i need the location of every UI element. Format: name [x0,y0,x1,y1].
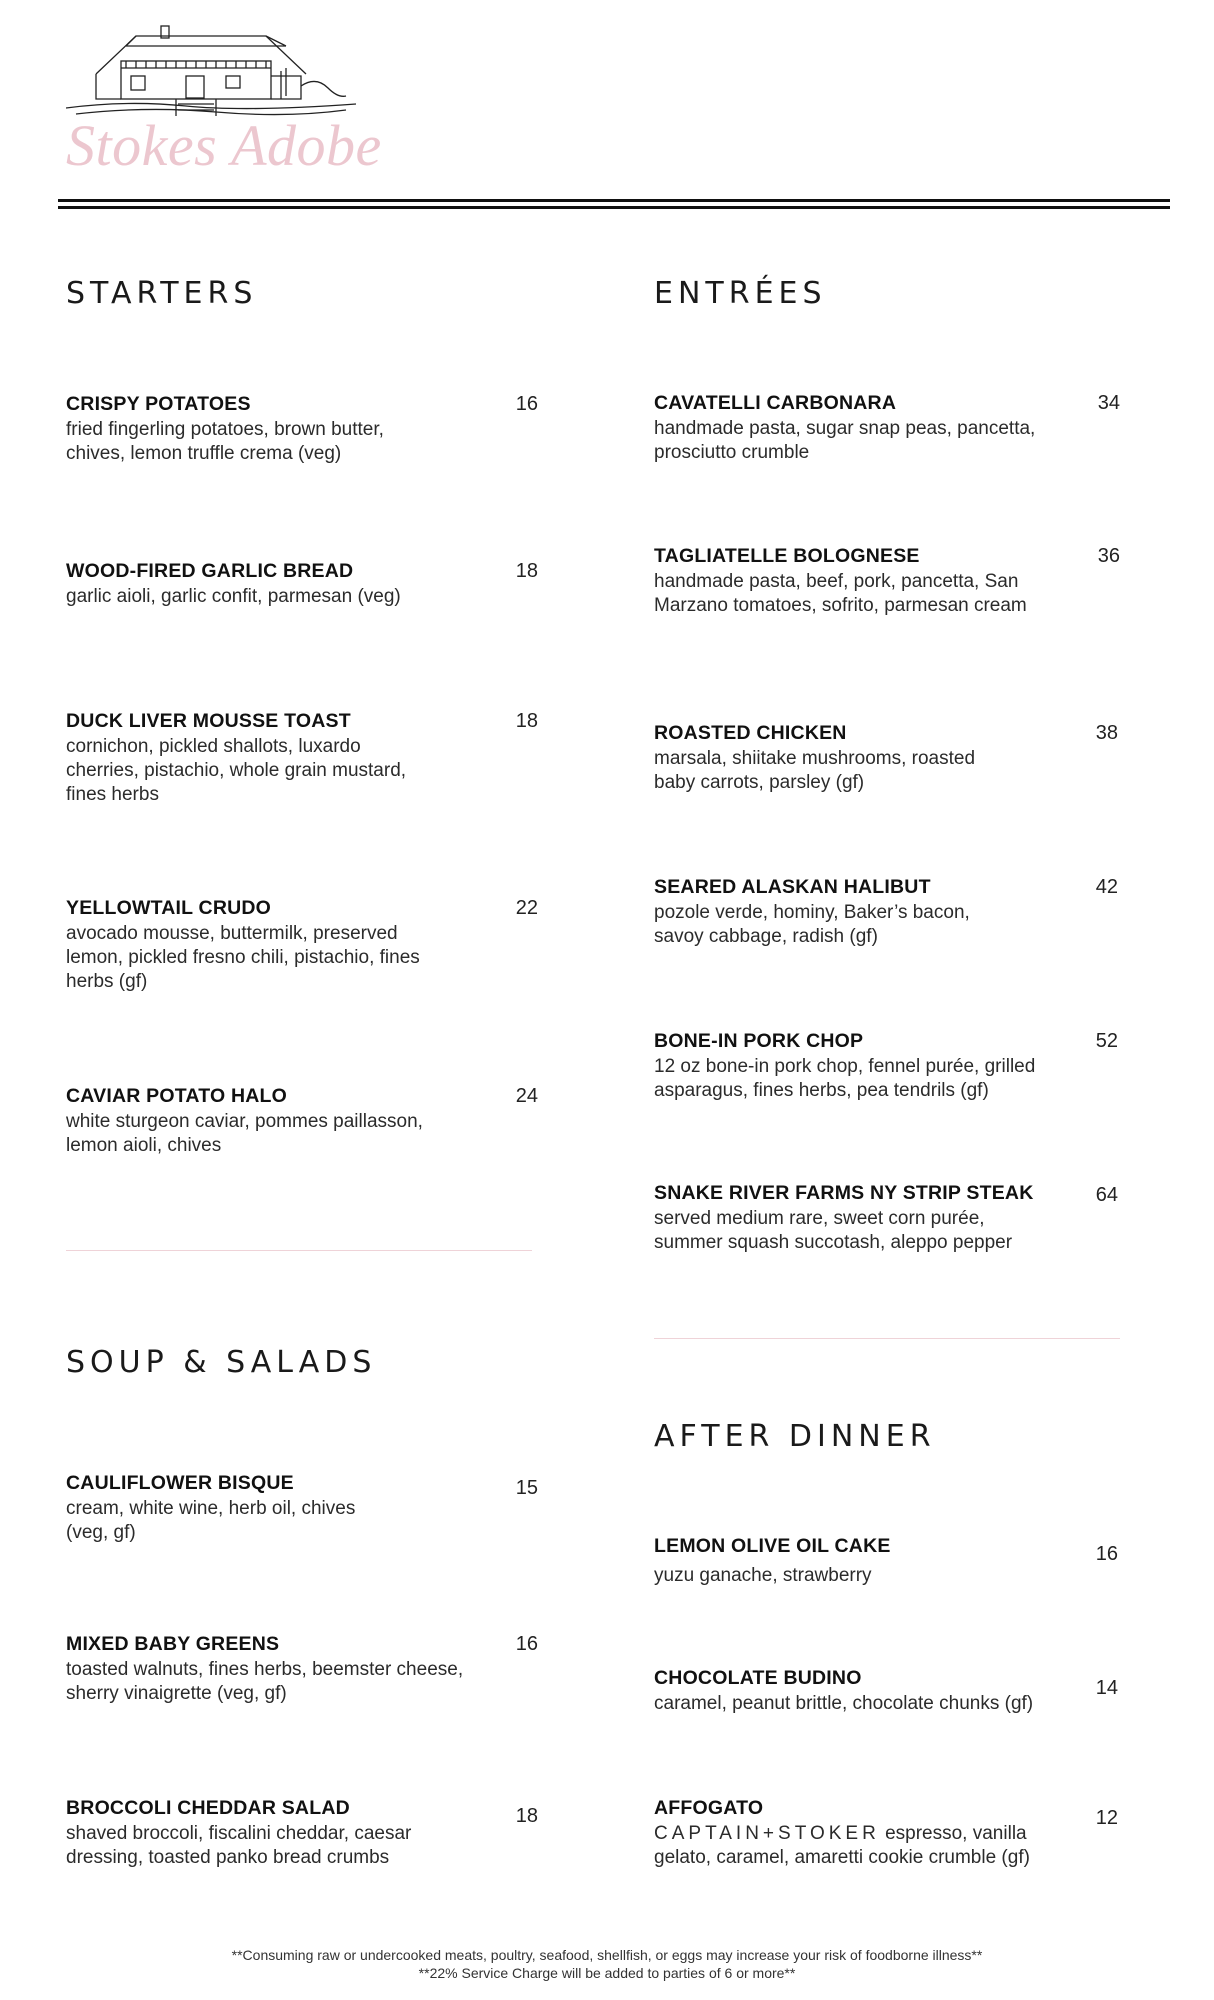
item-description: toasted walnuts, fines herbs, beemster cheese, sherry vinaigrette (veg, gf) [66,1659,464,1704]
section-divider [654,1338,1120,1339]
item-description: 12 oz bone-in pork chop, fennel purée, grilled asparagus, fines herbs, pea tendrils (gf) [654,1056,1036,1101]
item-price: 16 [1095,1543,1118,1565]
item-name: CHOCOLATE BUDINO [654,1667,862,1689]
item-price: 16 [515,1633,538,1655]
menu-item [654,1535,1074,1588]
menu-item [66,393,466,466]
item-description: yuzu ganache, strawberry [654,1565,872,1586]
menu-item [66,710,466,807]
item-description [654,1822,1064,1870]
item-name: BONE-IN PORK CHOP [654,1030,864,1052]
item-price: 38 [1095,722,1118,744]
brand-name: Stokes Adobe [66,113,382,178]
item-price: 18 [515,710,538,732]
item-name: TAGLIATELLE BOLOGNESE [654,545,920,567]
item-price: 52 [1095,1030,1118,1052]
menu-item [654,876,1074,949]
item-description: cornichon, pickled shallots, luxardo cherries, pistachio, whole grain mustard, fines herbs [66,736,407,805]
item-description: fried fingerling potatoes, brown butter, chives, lemon truffle crema (veg) [66,419,384,464]
item-name: CAULIFLOWER BISQUE [66,1472,294,1494]
menu-item [654,1030,1074,1103]
item-price: 15 [515,1477,538,1499]
section-divider [66,1250,532,1251]
item-name: CAVATELLI CARBONARA [654,392,897,414]
menu-item [66,560,466,609]
menu-item [66,1085,466,1158]
item-price: 34 [1097,392,1120,414]
item-description: caramel, peanut brittle, chocolate chunks (gf) [654,1693,1034,1714]
item-price: 64 [1095,1184,1118,1206]
entrees-title: ENTRÉES [654,276,827,311]
item-description: white sturgeon caviar, pommes paillasson, lemon aioli, chives [66,1111,423,1156]
item-price: 36 [1097,545,1120,567]
item-name: CRISPY POTATOES [66,393,251,415]
item-description: garlic aioli, garlic confit, parmesan (veg) [66,586,401,607]
menu-item [654,1667,1074,1716]
item-name: BROCCOLI CHEDDAR SALAD [66,1797,350,1819]
menu-item [66,1633,486,1706]
item-price: 14 [1095,1677,1118,1699]
menu-item [654,1182,1074,1255]
item-description-text: espresso, vanilla gelato, caramel, amaretti cookie crumble (gf) [654,1823,1030,1868]
item-price: 18 [515,1805,538,1827]
menu-item [654,545,1074,618]
menu-item [654,722,1074,795]
item-price: 22 [515,897,538,919]
item-description: pozole verde, hominy, Baker’s bacon, savoy cabbage, radish (gf) [654,902,970,947]
item-price: 24 [515,1085,538,1107]
item-description: avocado mousse, buttermilk, preserved lemon, pickled fresno chili, pistachio, fines herbs (gf) [66,923,420,992]
menu-item [654,392,1074,465]
item-description: shaved broccoli, fiscalini cheddar, caesar dressing, toasted panko bread crumbs [66,1823,412,1868]
item-price: 18 [515,560,538,582]
item-name: SEARED ALASKAN HALIBUT [654,876,931,898]
menu-item [66,1472,486,1545]
item-name: MIXED BABY GREENS [66,1633,280,1655]
menu-item [654,1797,1074,1870]
item-description: handmade pasta, beef, pork, pancetta, San Marzano tomatoes, sofrito, parmesan cream [654,571,1027,616]
item-description: cream, white wine, herb oil, chives (veg, gf) [66,1498,356,1543]
foodborne-warning: **Consuming raw or undercooked meats, poultry, seafood, shellfish, or eggs may increase your risk of foodborne illness** [231,1947,983,1963]
menu-item [66,1797,486,1870]
item-name: DUCK LIVER MOUSSE TOAST [66,710,351,732]
header-rule-top [58,199,1170,202]
menu-item [66,897,466,994]
item-description: marsala, shiitake mushrooms, roasted baby carrots, parsley (gf) [654,748,976,793]
item-description: handmade pasta, sugar snap peas, pancetta, prosciutto crumble [654,418,1036,463]
item-price: 16 [515,393,538,415]
service-charge-note: **22% Service Charge will be added to parties of 6 or more** [418,1965,796,1981]
item-name: WOOD-FIRED GARLIC BREAD [66,560,354,582]
item-name: SNAKE RIVER FARMS NY STRIP STEAK [654,1182,1034,1204]
item-price: 42 [1095,876,1118,898]
item-name: YELLOWTAIL CRUDO [66,897,272,919]
footer-notice [0,1946,1214,1982]
item-name: ROASTED CHICKEN [654,722,847,744]
item-name: AFFOGATO [654,1797,764,1819]
item-name: CAVIAR POTATO HALO [66,1085,287,1107]
soups-title: SOUP & SALADS [66,1345,377,1380]
item-price: 12 [1095,1807,1118,1829]
item-name: LEMON OLIVE OIL CAKE [654,1535,891,1557]
starters-title: STARTERS [66,276,258,311]
after-dinner-title: AFTER DINNER [654,1419,936,1454]
captain-stoker-brand: CAPTAIN+STOKER [654,1823,880,1844]
item-description: served medium rare, sweet corn purée, summer squash succotash, aleppo pepper [654,1208,1013,1253]
header-rule-bottom [58,206,1170,209]
